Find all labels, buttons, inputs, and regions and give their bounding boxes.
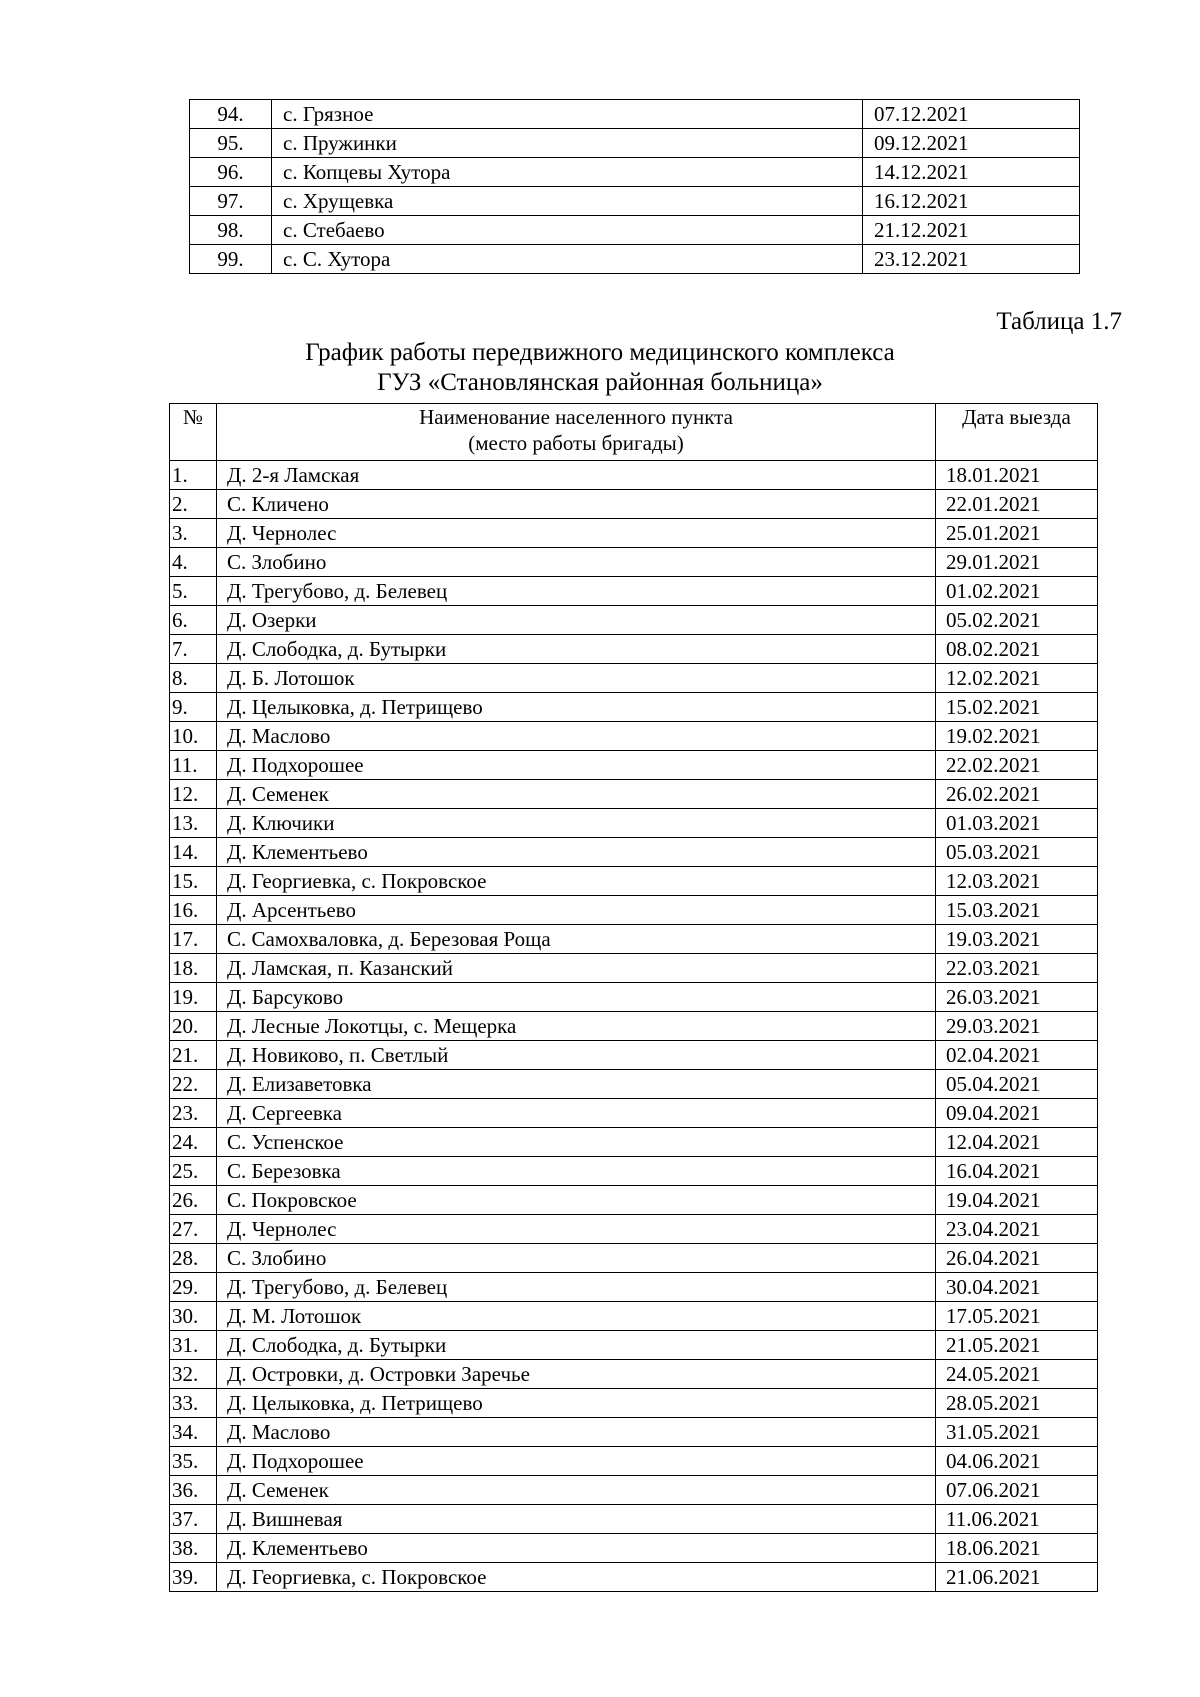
table-row	[170, 896, 1098, 925]
locality-name: Д. 2-я Ламская	[217, 461, 936, 490]
locality-name: Д. Целыковка, д. Петрищево	[217, 1389, 936, 1418]
table-row	[170, 519, 1098, 548]
locality-name: Д. Маслово	[217, 1418, 936, 1447]
row-number: 14.	[170, 838, 217, 867]
row-number: 32.	[170, 1360, 217, 1389]
visit-date: 05.02.2021	[936, 606, 1098, 635]
row-number: 38.	[170, 1534, 217, 1563]
visit-date: 23.12.2021	[863, 245, 1080, 274]
locality-name: Д. Чернолес	[217, 1215, 936, 1244]
locality-name: Д. Слободка, д. Бутырки	[217, 1331, 936, 1360]
locality-name: Д. Слободка, д. Бутырки	[217, 635, 936, 664]
visit-date: 15.03.2021	[936, 896, 1098, 925]
visit-date: 05.04.2021	[936, 1070, 1098, 1099]
row-number: 6.	[170, 606, 217, 635]
row-number: 5.	[170, 577, 217, 606]
locality-name: с. Хрущевка	[272, 187, 863, 216]
row-number: 11.	[170, 751, 217, 780]
locality-name: Д. Ключики	[217, 809, 936, 838]
schedule-header	[170, 404, 1098, 461]
locality-name: Д. Озерки	[217, 606, 936, 635]
table-row	[170, 722, 1098, 751]
row-number: 99.	[190, 245, 272, 274]
row-number: 23.	[170, 1099, 217, 1128]
row-number: 26.	[170, 1186, 217, 1215]
visit-date: 26.04.2021	[936, 1244, 1098, 1273]
table-row	[170, 606, 1098, 635]
row-number: 13.	[170, 809, 217, 838]
table-row	[170, 983, 1098, 1012]
row-number: 25.	[170, 1157, 217, 1186]
row-number: 19.	[170, 983, 217, 1012]
row-number: 21.	[170, 1041, 217, 1070]
locality-name: с. Грязное	[272, 100, 863, 129]
visit-date: 04.06.2021	[936, 1447, 1098, 1476]
visit-date: 12.02.2021	[936, 664, 1098, 693]
row-number: 96.	[190, 158, 272, 187]
visit-date: 31.05.2021	[936, 1418, 1098, 1447]
visit-date: 16.12.2021	[863, 187, 1080, 216]
header-locality-line-1: Наименование населенного пункта	[419, 405, 733, 429]
table-row	[170, 577, 1098, 606]
table-row	[170, 838, 1098, 867]
visit-date: 01.02.2021	[936, 577, 1098, 606]
row-number: 8.	[170, 664, 217, 693]
visit-date: 09.12.2021	[863, 129, 1080, 158]
visit-date: 14.12.2021	[863, 158, 1080, 187]
visit-date: 29.03.2021	[936, 1012, 1098, 1041]
row-number: 9.	[170, 693, 217, 722]
row-number: 31.	[170, 1331, 217, 1360]
table-row	[170, 954, 1098, 983]
row-number: 17.	[170, 925, 217, 954]
visit-date: 19.04.2021	[936, 1186, 1098, 1215]
visit-date: 22.01.2021	[936, 490, 1098, 519]
table-row	[170, 1070, 1098, 1099]
visit-date: 28.05.2021	[936, 1389, 1098, 1418]
row-number: 2.	[170, 490, 217, 519]
table-row	[170, 1534, 1098, 1563]
table-row	[170, 1215, 1098, 1244]
table-row	[170, 867, 1098, 896]
row-number: 27.	[170, 1215, 217, 1244]
visit-date: 12.04.2021	[936, 1128, 1098, 1157]
document-title	[0, 338, 1200, 398]
locality-name: Д. Чернолес	[217, 519, 936, 548]
table-row	[190, 216, 1080, 245]
locality-name: Д. Елизаветовка	[217, 1070, 936, 1099]
title-line-1: График работы передвижного медицинского комплекса	[305, 339, 895, 366]
visit-date: 26.02.2021	[936, 780, 1098, 809]
table-row	[170, 1302, 1098, 1331]
visit-date: 29.01.2021	[936, 548, 1098, 577]
locality-name: Д. М. Лотошок	[217, 1302, 936, 1331]
visit-date: 25.01.2021	[936, 519, 1098, 548]
header-locality-line-2: (место работы бригады)	[468, 431, 684, 455]
row-number: 97.	[190, 187, 272, 216]
visit-date: 16.04.2021	[936, 1157, 1098, 1186]
previous-schedule-table	[189, 99, 1080, 274]
row-number: 15.	[170, 867, 217, 896]
table-row	[190, 187, 1080, 216]
row-number: 18.	[170, 954, 217, 983]
table-row	[170, 1099, 1098, 1128]
row-number: 29.	[170, 1273, 217, 1302]
table-row	[190, 100, 1080, 129]
visit-date: 21.06.2021	[936, 1563, 1098, 1592]
previous-schedule-body	[190, 100, 1080, 274]
locality-name: С. Самохваловка, д. Березовая Роща	[217, 925, 936, 954]
row-number: 95.	[190, 129, 272, 158]
table-row	[170, 490, 1098, 519]
visit-date: 21.05.2021	[936, 1331, 1098, 1360]
visit-date: 01.03.2021	[936, 809, 1098, 838]
header-number: №	[170, 404, 217, 461]
visit-date: 12.03.2021	[936, 867, 1098, 896]
locality-name: Д. Лесные Локотцы, с. Мещерка	[217, 1012, 936, 1041]
row-number: 4.	[170, 548, 217, 577]
visit-date: 11.06.2021	[936, 1505, 1098, 1534]
table-row	[170, 1041, 1098, 1070]
table-row	[190, 245, 1080, 274]
table-row	[170, 1418, 1098, 1447]
locality-name: С. Покровское	[217, 1186, 936, 1215]
row-number: 94.	[190, 100, 272, 129]
locality-name: Д. Арсентьево	[217, 896, 936, 925]
row-number: 24.	[170, 1128, 217, 1157]
table-row	[170, 1563, 1098, 1592]
visit-date: 18.06.2021	[936, 1534, 1098, 1563]
locality-name: с. Стебаево	[272, 216, 863, 245]
locality-name: Д. Маслово	[217, 722, 936, 751]
table-row	[170, 461, 1098, 490]
row-number: 36.	[170, 1476, 217, 1505]
row-number: 98.	[190, 216, 272, 245]
locality-name: Д. Семенек	[217, 780, 936, 809]
row-number: 22.	[170, 1070, 217, 1099]
locality-name: с. Копцевы Хутора	[272, 158, 863, 187]
locality-name: Д. Б. Лотошок	[217, 664, 936, 693]
row-number: 39.	[170, 1563, 217, 1592]
visit-date: 22.02.2021	[936, 751, 1098, 780]
title-line-2: ГУЗ «Становлянская районная больница»	[377, 369, 823, 396]
table-row	[190, 158, 1080, 187]
table-row	[170, 1331, 1098, 1360]
locality-name: Д. Георгиевка, с. Покровское	[217, 867, 936, 896]
header-locality	[217, 404, 936, 461]
table-row	[170, 1128, 1098, 1157]
visit-date: 07.06.2021	[936, 1476, 1098, 1505]
table-row	[170, 1012, 1098, 1041]
schedule-body	[170, 461, 1098, 1592]
locality-name: Д. Клементьево	[217, 838, 936, 867]
schedule-table	[169, 403, 1098, 1592]
visit-date: 18.01.2021	[936, 461, 1098, 490]
table-row	[170, 1505, 1098, 1534]
table-caption: Таблица 1.7	[996, 308, 1122, 335]
visit-date: 08.02.2021	[936, 635, 1098, 664]
visit-date: 15.02.2021	[936, 693, 1098, 722]
table-row	[170, 925, 1098, 954]
header-row	[170, 404, 1098, 461]
table-row	[170, 1389, 1098, 1418]
locality-name: Д. Семенек	[217, 1476, 936, 1505]
table-row	[170, 1273, 1098, 1302]
table-row	[170, 1360, 1098, 1389]
locality-name: Д. Сергеевка	[217, 1099, 936, 1128]
table-row	[170, 751, 1098, 780]
visit-date: 30.04.2021	[936, 1273, 1098, 1302]
table-row	[170, 693, 1098, 722]
row-number: 7.	[170, 635, 217, 664]
row-number: 20.	[170, 1012, 217, 1041]
visit-date: 22.03.2021	[936, 954, 1098, 983]
row-number: 33.	[170, 1389, 217, 1418]
row-number: 34.	[170, 1418, 217, 1447]
visit-date: 17.05.2021	[936, 1302, 1098, 1331]
table-row	[170, 1186, 1098, 1215]
row-number: 35.	[170, 1447, 217, 1476]
locality-name: Д. Трегубово, д. Белевец	[217, 577, 936, 606]
table-row	[170, 1476, 1098, 1505]
locality-name: С. Злобино	[217, 1244, 936, 1273]
visit-date: 26.03.2021	[936, 983, 1098, 1012]
table-row	[170, 1157, 1098, 1186]
table-row	[190, 129, 1080, 158]
row-number: 16.	[170, 896, 217, 925]
locality-name: Д. Вишневая	[217, 1505, 936, 1534]
table-row	[170, 780, 1098, 809]
visit-date: 19.03.2021	[936, 925, 1098, 954]
table-row	[170, 809, 1098, 838]
row-number: 10.	[170, 722, 217, 751]
visit-date: 05.03.2021	[936, 838, 1098, 867]
row-number: 1.	[170, 461, 217, 490]
locality-name: Д. Трегубово, д. Белевец	[217, 1273, 936, 1302]
locality-name: Д. Клементьево	[217, 1534, 936, 1563]
header-date: Дата выезда	[936, 404, 1098, 461]
locality-name: Д. Островки, д. Островки Заречье	[217, 1360, 936, 1389]
table-row	[170, 1447, 1098, 1476]
visit-date: 02.04.2021	[936, 1041, 1098, 1070]
visit-date: 21.12.2021	[863, 216, 1080, 245]
visit-date: 23.04.2021	[936, 1215, 1098, 1244]
locality-name: С. Успенское	[217, 1128, 936, 1157]
row-number: 3.	[170, 519, 217, 548]
locality-name: Д. Подхорошее	[217, 751, 936, 780]
locality-name: С. Березовка	[217, 1157, 936, 1186]
locality-name: С. Злобино	[217, 548, 936, 577]
locality-name: Д. Георгиевка, с. Покровское	[217, 1563, 936, 1592]
row-number: 37.	[170, 1505, 217, 1534]
visit-date: 07.12.2021	[863, 100, 1080, 129]
locality-name: с. Пружинки	[272, 129, 863, 158]
row-number: 30.	[170, 1302, 217, 1331]
table-row	[170, 664, 1098, 693]
locality-name: Д. Новиково, п. Светлый	[217, 1041, 936, 1070]
table-row	[170, 635, 1098, 664]
locality-name: Д. Целыковка, д. Петрищево	[217, 693, 936, 722]
locality-name: С. Кличено	[217, 490, 936, 519]
visit-date: 19.02.2021	[936, 722, 1098, 751]
locality-name: Д. Подхорошее	[217, 1447, 936, 1476]
locality-name: Д. Ламская, п. Казанский	[217, 954, 936, 983]
locality-name: Д. Барсуково	[217, 983, 936, 1012]
table-row	[170, 1244, 1098, 1273]
row-number: 28.	[170, 1244, 217, 1273]
visit-date: 09.04.2021	[936, 1099, 1098, 1128]
row-number: 12.	[170, 780, 217, 809]
locality-name: с. С. Хутора	[272, 245, 863, 274]
table-row	[170, 548, 1098, 577]
visit-date: 24.05.2021	[936, 1360, 1098, 1389]
